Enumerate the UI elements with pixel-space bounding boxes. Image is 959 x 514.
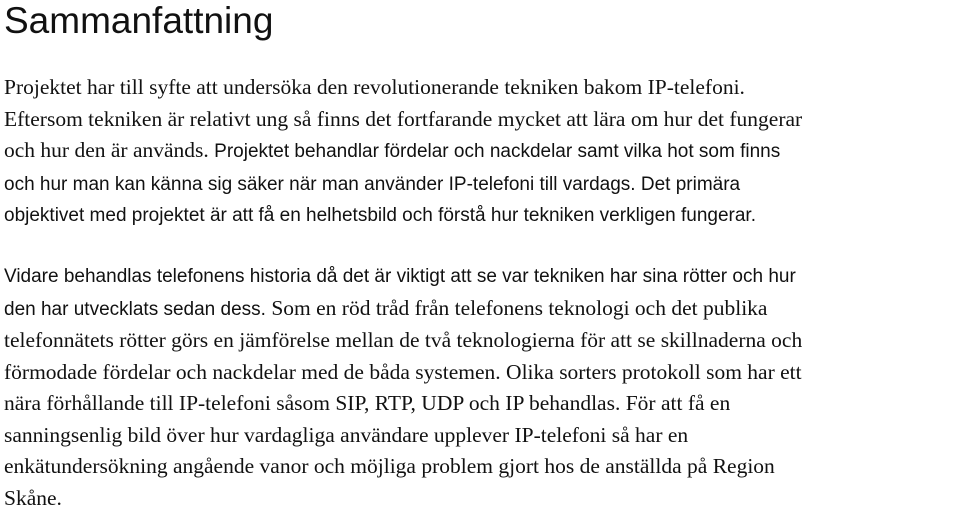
paragraph-1-line-3 — [4, 135, 802, 168]
paragraph-1-line-3-sans: Projektet behandlar fördelar och nackdelar samt vilka hot som finns — [214, 141, 780, 162]
paragraph-1-line-5: objektivet med projektet är att få en helhetsbild och förstå hur tekniken verkligen fungerar. — [4, 200, 802, 232]
paragraph-2-line-4: förmodade fördelar och nackdelar med de båda systemen. Olika sorters protokoll som har ett — [4, 357, 802, 389]
paragraph-2-line-2-serif: Som en röd tråd från telefonens teknologi och det publika — [266, 296, 768, 320]
paragraph-2-line-8: Skåne. — [4, 483, 802, 514]
paragraph-1-line-4-tail: Det primära — [636, 174, 741, 195]
paragraph-1-line-4 — [4, 168, 802, 201]
paragraph-1-line-4-sans: och hur man kan känna sig säker när man använder IP-telefoni till vardags. — [4, 174, 636, 195]
summary-paragraph-1 — [4, 72, 802, 232]
paragraph-2-line-6: sanningsenlig bild över hur vardagliga användare upplever IP-telefoni så har en — [4, 420, 802, 452]
paragraph-1-line-3-serif: och hur den är används. — [4, 138, 214, 162]
paragraph-2-line-2-sans: den har utvecklats sedan dess. — [4, 299, 266, 320]
paragraph-1-line-2: Eftersom tekniken är relativt ung så finns det fortfarande mycket att lära om hur det fungerar — [4, 104, 802, 136]
paragraph-1-line-1: Projektet har till syfte att undersöka den revolutionerande tekniken bakom IP-telefoni. — [4, 72, 802, 104]
page-title: Sammanfattning — [4, 0, 273, 42]
paragraph-2-line-2 — [4, 293, 802, 326]
paragraph-2-line-1: Vidare behandlas telefonens historia då det är viktigt att se var tekniken har sina rötter och hur — [4, 261, 802, 293]
paragraph-2-line-7: enkätundersökning angående vanor och möjliga problem gjort hos de anställda på Region — [4, 451, 802, 483]
paragraph-2-line-3: telefonnätets rötter görs en jämförelse mellan de två teknologierna för att se skillnaderna och — [4, 325, 802, 357]
summary-paragraph-2 — [4, 261, 802, 514]
paragraph-2-line-5: nära förhållande till IP-telefoni såsom SIP, RTP, UDP och IP behandlas. För att få en — [4, 388, 802, 420]
